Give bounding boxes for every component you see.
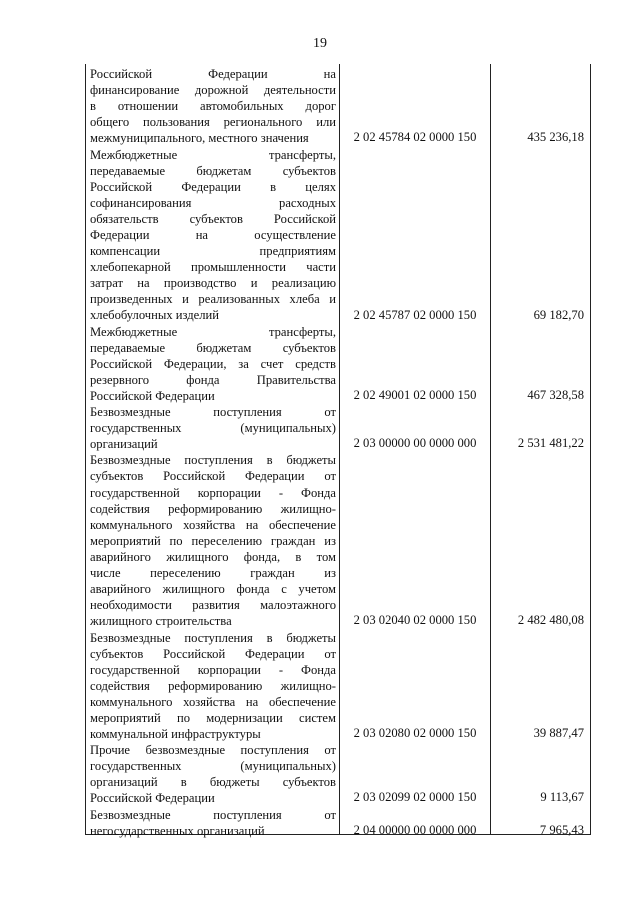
description-line: межмуниципального, местного значения (90, 131, 309, 146)
table-row (86, 147, 590, 324)
table-row (86, 66, 590, 147)
table-row (86, 404, 590, 452)
description-line: содействия реформированию жилищно- (90, 501, 336, 516)
description-line: хлебобулочных изделий (90, 308, 220, 323)
description-line: организаций в бюджеты субъектов (90, 775, 336, 790)
description-line: компенсации предприятиям (90, 244, 336, 259)
description-line: Российской Федерации, за счет средств (90, 356, 336, 371)
description-line: Безвозмездные поступления от (90, 807, 336, 822)
classification-code: 2 02 45787 02 0000 150 (353, 307, 477, 322)
description-line: мероприятий по переселению граждан из (90, 533, 336, 548)
description-line: жилищного строительства (90, 614, 232, 629)
description-line: государственной корпорации - Фонда (90, 662, 336, 677)
amount-value: 2 531 481,22 (517, 436, 584, 451)
description-line: коммунального хозяйства на обеспечение (90, 517, 336, 532)
classification-code: 2 02 49001 02 0000 150 (353, 387, 477, 402)
amount-value: 467 328,58 (527, 387, 584, 402)
description-line: софинансирования расходных (90, 195, 336, 210)
description-line: в отношении автомобильных дорог (90, 99, 336, 114)
classification-code: 2 03 00000 00 0000 000 (353, 436, 477, 451)
description-line: государственных (муниципальных) (90, 421, 336, 436)
row-description (90, 630, 336, 743)
amount-value: 435 236,18 (527, 130, 584, 145)
row-description (90, 324, 336, 404)
description-line: передаваемые бюджетам субъектов (90, 163, 336, 178)
classification-code: 2 02 45784 02 0000 150 (353, 130, 477, 145)
description-line: Российской Федерации в целях (90, 179, 336, 194)
description-line: государственных (муниципальных) (90, 759, 336, 774)
amount-value: 7 965,43 (539, 822, 584, 837)
description-line: Прочие безвозмездные поступления от (90, 743, 336, 758)
table-row (86, 630, 590, 743)
description-line: субъектов Российской Федерации от (90, 646, 336, 661)
description-line: Федерации на осуществление (90, 227, 336, 242)
row-description (90, 742, 336, 806)
description-line: Российской Федерации на (90, 67, 336, 81)
description-line: содействия реформированию жилищно- (90, 678, 336, 693)
description-line: организаций (90, 437, 158, 452)
amount-value: 9 113,67 (540, 790, 584, 805)
description-line: общего пользования регионального или (90, 115, 336, 130)
table-row (86, 452, 590, 629)
row-description (90, 807, 336, 839)
classification-code: 2 04 00000 00 0000 000 (353, 822, 477, 837)
description-line: затрат на производство и реализацию (90, 276, 336, 291)
description-line: Межбюджетные трансферты, (90, 147, 336, 162)
description-line: Межбюджетные трансферты, (90, 324, 336, 339)
description-line: коммунальной инфраструктуры (90, 727, 261, 742)
row-description (90, 66, 336, 146)
classification-code: 2 03 02040 02 0000 150 (353, 613, 477, 628)
description-line: Безвозмездные поступления в бюджеты (90, 630, 336, 645)
description-line: мероприятий по модернизации систем (90, 710, 336, 725)
table-row (86, 807, 590, 839)
row-description (90, 452, 336, 629)
description-line: аварийного жилищного фонда с учетом (90, 582, 336, 597)
table-row (86, 324, 590, 405)
description-line: Безвозмездные поступления в бюджеты (90, 453, 336, 468)
description-line: государственной корпорации - Фонда (90, 485, 336, 500)
row-description (90, 147, 336, 324)
classification-code: 2 03 02099 02 0000 150 (353, 790, 477, 805)
amount-value: 2 482 480,08 (517, 613, 584, 628)
page-number: 19 (313, 36, 327, 51)
description-line: субъектов Российской Федерации от (90, 469, 336, 484)
description-line: Российской Федерации (90, 388, 215, 403)
description-line: Российской Федерации (90, 791, 215, 806)
description-line: негосударственных организаций (90, 823, 265, 838)
description-line: Безвозмездные поступления от (90, 405, 336, 420)
description-line: коммунального хозяйства на обеспечение (90, 694, 336, 709)
description-line: финансирование дорожной деятельности (90, 83, 336, 98)
description-line: произведенных и реализованных хлеба и (90, 292, 336, 307)
description-line: числе переселению граждан из (90, 566, 336, 581)
description-line: резервного фонда Правительства (90, 372, 336, 387)
budget-table (85, 64, 591, 838)
description-line: аварийного жилищного фонда, в том (90, 549, 336, 564)
description-line: необходимости развития малоэтажного (90, 598, 336, 613)
classification-code: 2 03 02080 02 0000 150 (353, 726, 477, 741)
description-line: хлебопекарной промышленности части (90, 260, 336, 275)
row-description (90, 404, 336, 452)
description-line: передаваемые бюджетам субъектов (90, 340, 336, 355)
amount-value: 69 182,70 (533, 307, 584, 322)
amount-value: 39 887,47 (533, 726, 584, 741)
description-line: обязательств субъектов Российской (90, 211, 336, 226)
table-row (86, 742, 590, 806)
